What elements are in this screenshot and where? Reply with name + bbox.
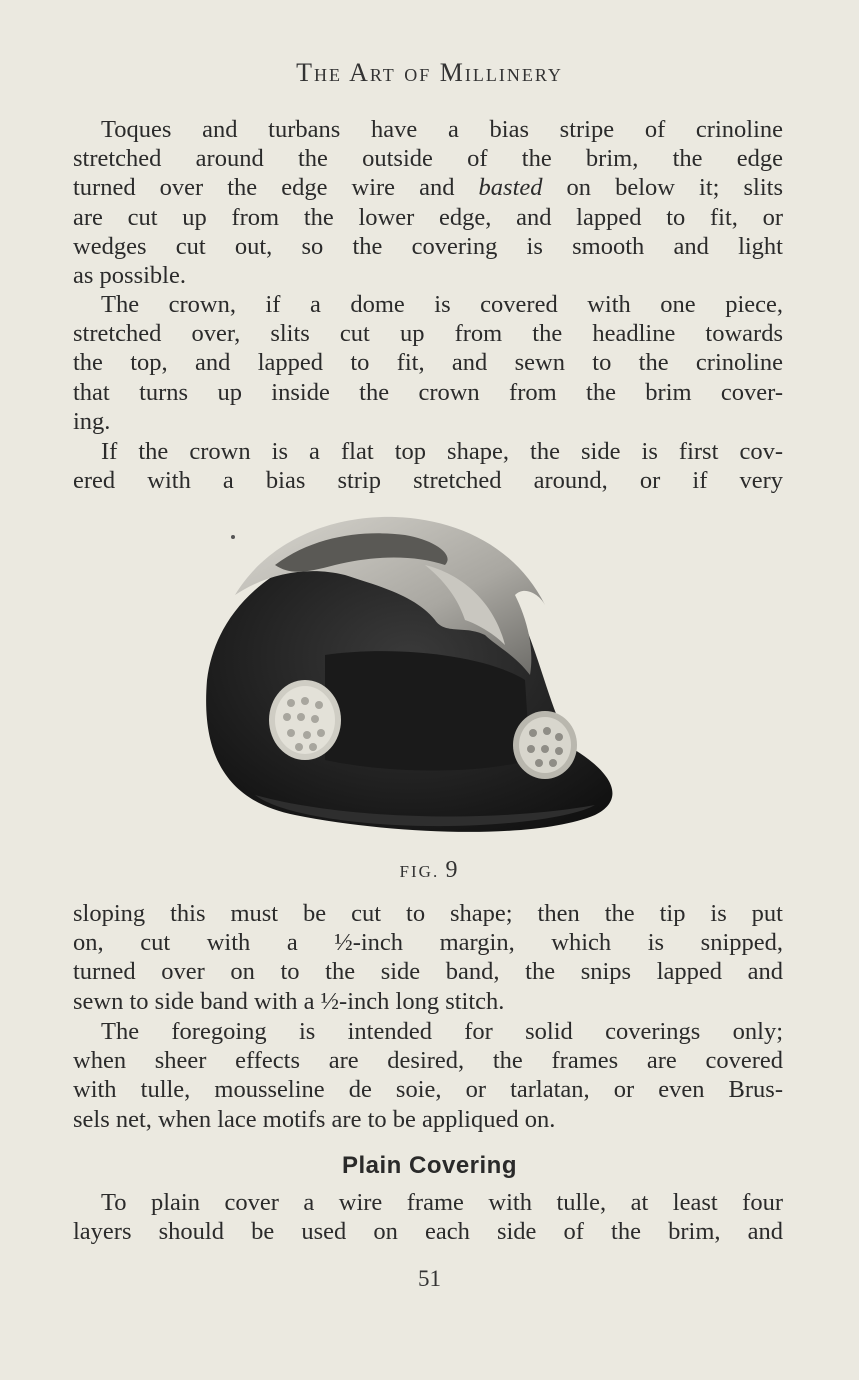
text-line: turned over on to the side band, the snips lapped and xyxy=(73,958,783,986)
text-line: the top, and lapped to fit, and sewn to the crinoline xyxy=(73,349,783,377)
paragraph-6 xyxy=(73,1188,783,1246)
text-line: The crown, if a dome is covered with one piece, xyxy=(101,291,783,318)
text-line: wedges cut out, so the covering is smooth and light xyxy=(73,232,783,260)
text-line: sewn to side band with a ½-inch long stitch. xyxy=(73,987,505,1015)
text-run: turned over the edge wire and xyxy=(73,174,479,202)
paragraph-1 xyxy=(73,115,783,290)
text-line: If the crown is a flat top shape, the side is first cov- xyxy=(101,438,783,465)
text-line: are cut up from the lower edge, and lapped to fit, or xyxy=(73,203,783,231)
text-line: The foregoing is intended for solid coverings only; xyxy=(101,1018,783,1045)
paragraph-3 xyxy=(73,437,783,495)
text-line: that turns up inside the crown from the brim cover- xyxy=(73,378,783,406)
text-line: when sheer effects are desired, the frames are covered xyxy=(73,1047,783,1075)
text-line: ing. xyxy=(73,407,111,435)
text-line: with tulle, mousseline de soie, or tarlatan, or even Brus- xyxy=(73,1076,783,1104)
text-run: on below it; slits xyxy=(542,174,783,202)
paragraph-2 xyxy=(73,290,783,436)
text-line: ered with a bias strip stretched around, or if very xyxy=(73,467,783,495)
text-line: sels net, when lace motifs are to be appliqued on. xyxy=(73,1105,556,1133)
figure-caption xyxy=(0,857,859,884)
running-head: The Art of Millinery xyxy=(296,58,563,87)
figure-caption-number: 9 xyxy=(445,857,460,883)
emphasis-word: basted xyxy=(478,174,543,202)
text-line: Toques and turbans have a bias stripe of crinoline xyxy=(101,116,783,143)
text-line: as possible. xyxy=(73,262,186,290)
hat-illustration xyxy=(195,505,635,845)
text-line xyxy=(73,173,783,202)
text-line: stretched around the outside of the brim, the edge xyxy=(73,145,783,173)
text-line: stretched over, slits cut up from the headline towards xyxy=(73,320,783,348)
figure-caption-prefix: FIG. xyxy=(399,862,440,881)
pompom-left xyxy=(269,680,341,760)
paragraph-5 xyxy=(73,1017,783,1134)
pompom-right xyxy=(513,711,577,779)
text-line: sloping this must be cut to shape; then the tip is put xyxy=(73,900,783,927)
text-line: layers should be used on each side of the brim, and xyxy=(73,1218,783,1246)
page-number: 51 xyxy=(418,1266,441,1291)
section-heading: Plain Covering xyxy=(341,1152,518,1179)
text-line: To plain cover a wire frame with tulle, at least four xyxy=(101,1189,783,1216)
paragraph-4 xyxy=(73,899,783,1016)
text-line: on, cut with a ½-inch margin, which is snipped, xyxy=(73,929,783,957)
